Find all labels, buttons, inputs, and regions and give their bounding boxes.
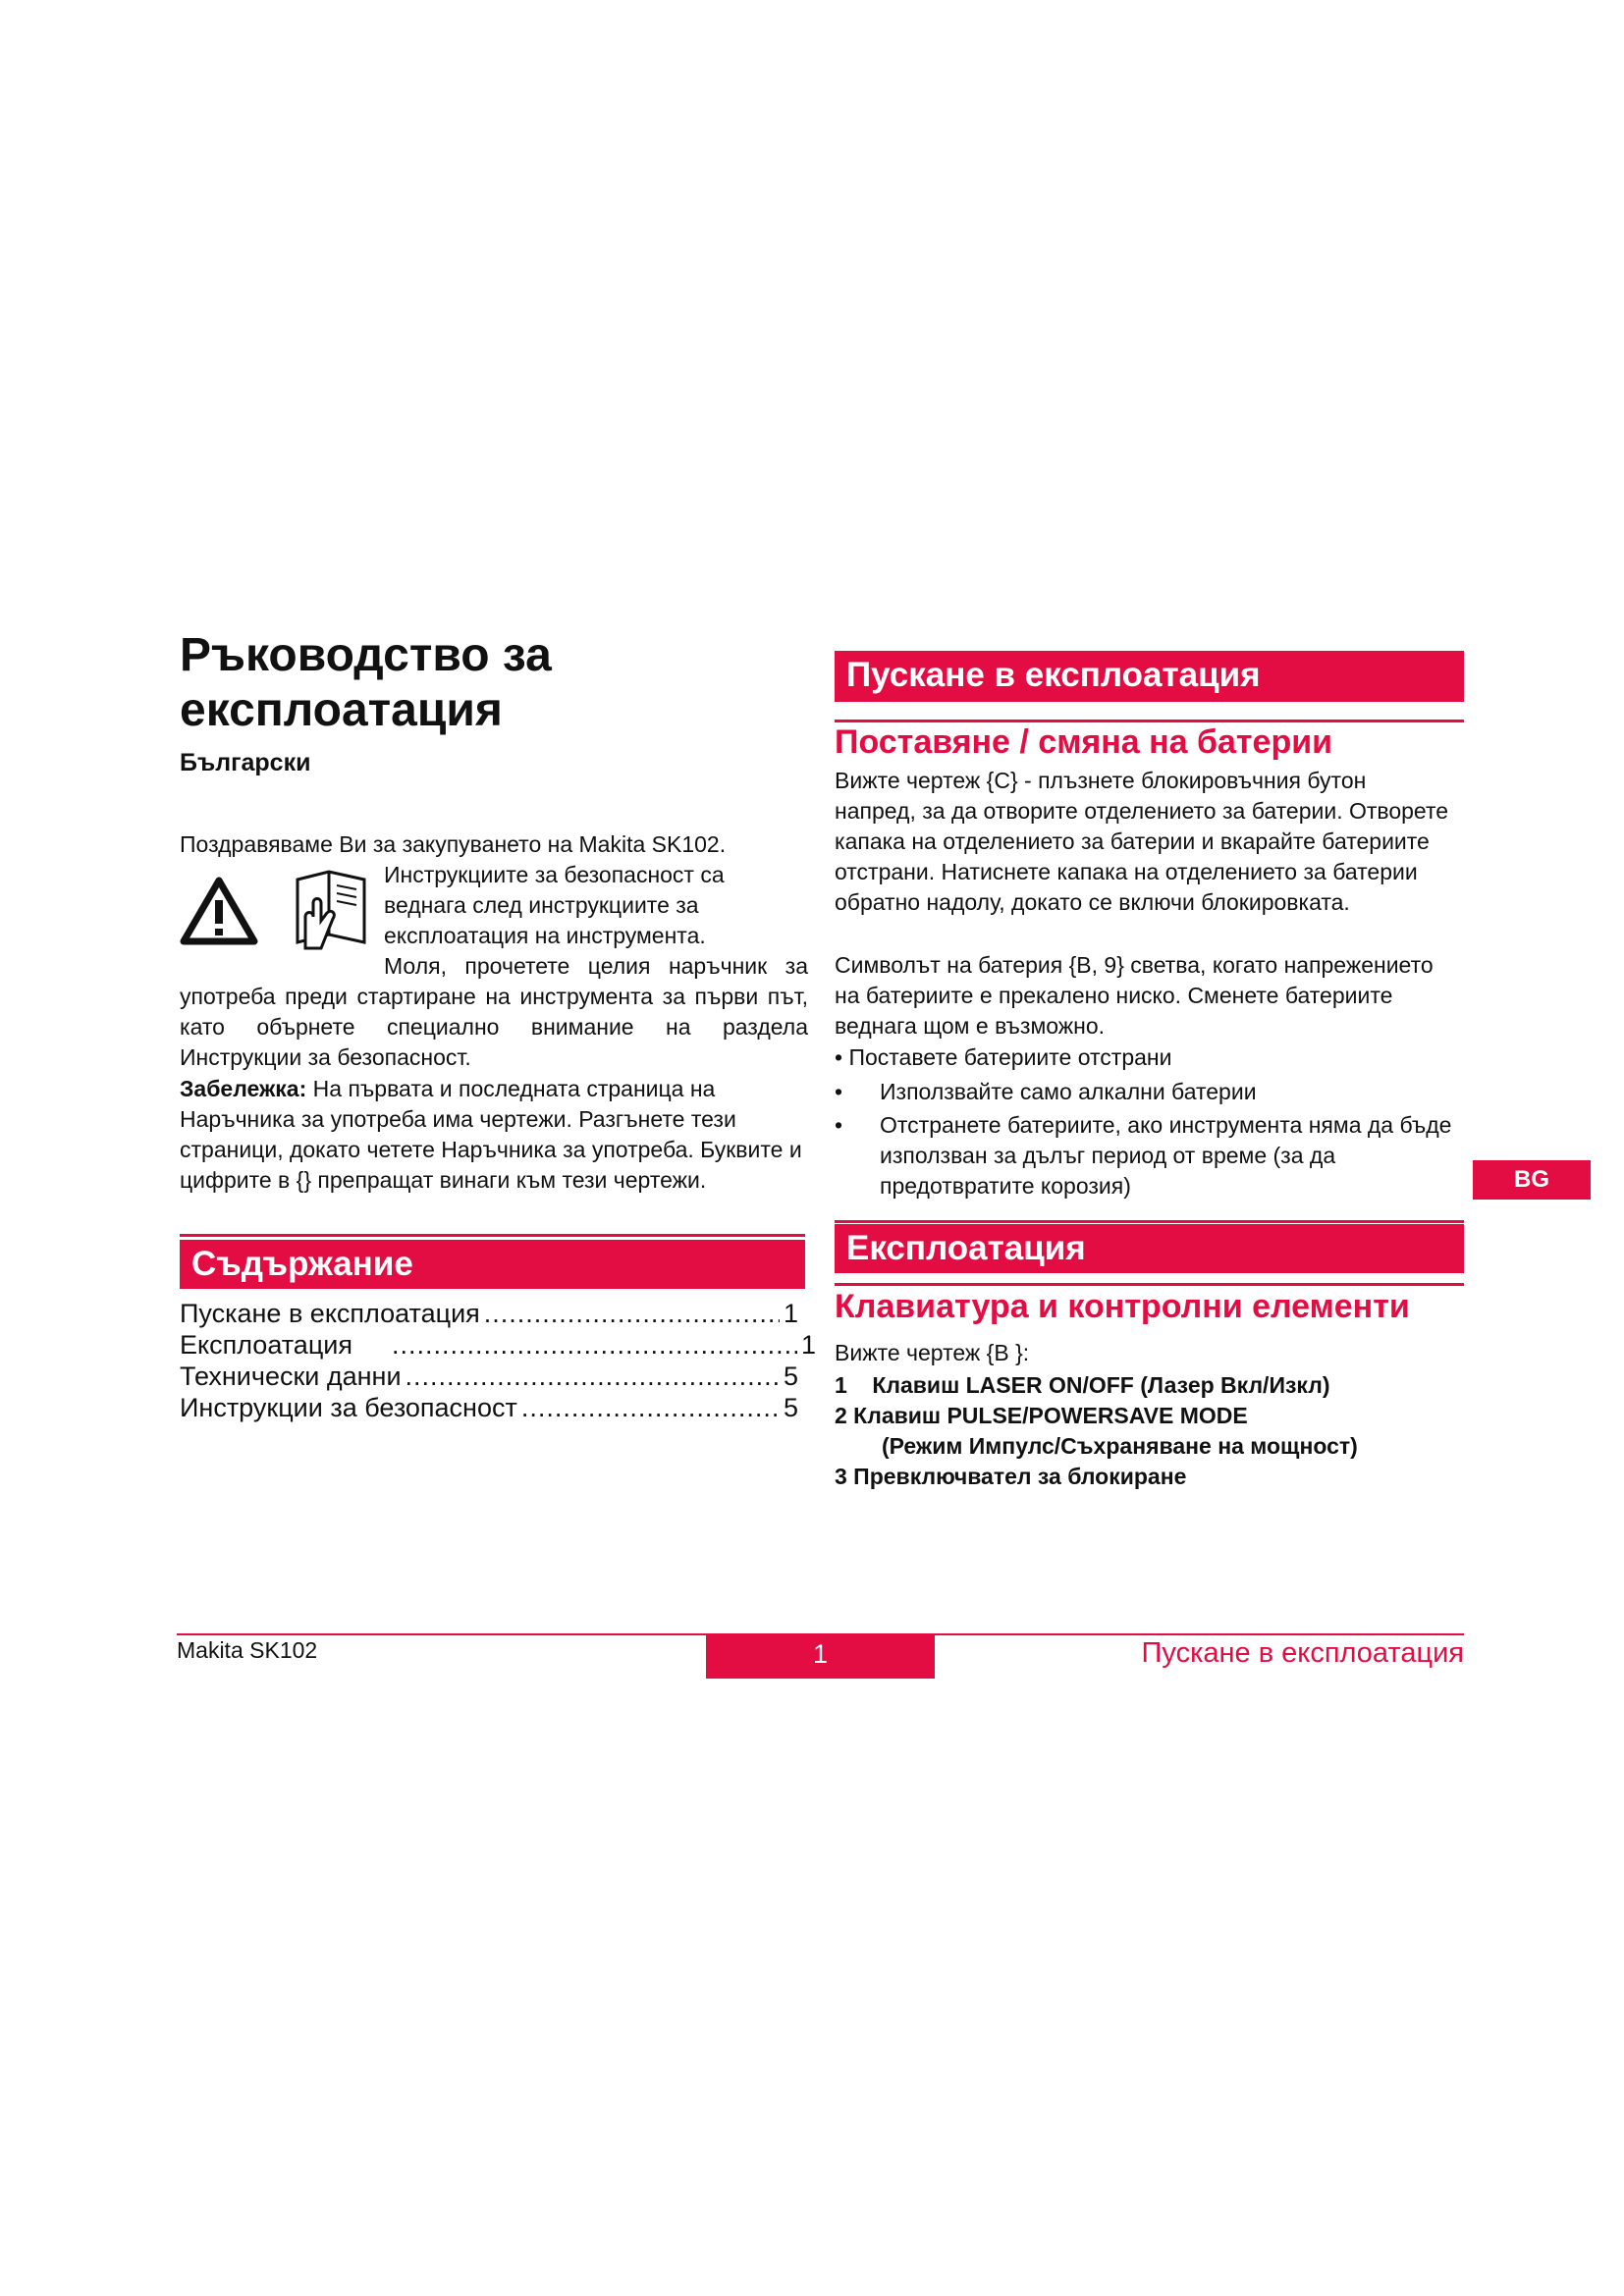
bullet-main: • Поставете батериите отстрани — [835, 1044, 1172, 1070]
divider — [835, 720, 1464, 722]
battery-instructions: Вижте чертеж {C} - плъзнете блокировъчния бутон напред, за да отворите отделението за батерии. Отворете капака на отделението за батерии и вкарайте батериите отстрани. Натиснете капака на отделението за батерии обратно надолу, докато се включи блокировката. — [835, 768, 1449, 915]
subheading-keyboard: Клавиатура и контролни елементи — [835, 1288, 1410, 1325]
list-item: • Отстранете батериите, ако инструмента няма да бъде използван за дълъг период от време (за да предотвратите корозия) — [835, 1112, 1452, 1199]
note-text — [180, 1074, 808, 1196]
list-item: 3 Превключвател за блокиране — [835, 1464, 1187, 1489]
language-label: Български — [180, 749, 311, 776]
list-item: • Използвайте само алкални батерии — [835, 1079, 1257, 1104]
section-heading-startup: Пускане в експлоатация — [835, 651, 1464, 702]
warning-triangle-icon — [180, 877, 258, 945]
see-drawing-text: Вижте чертеж {B }: — [835, 1340, 1030, 1365]
controls-list — [835, 1370, 1463, 1492]
page-number: 1 — [706, 1635, 935, 1679]
language-tab[interactable]: BG — [1473, 1160, 1591, 1200]
toc-item[interactable]: Технически данни ..... 5 — [180, 1361, 798, 1392]
list-item: (Режим Импулс/Съхраняване на мощност) — [882, 1433, 1358, 1459]
intro-text: Моля, прочетете целия наръчник за употреба преди стартиране на инструмента за първи път, като обърнете специално внимание на раздела Инструкции за безопасност. — [180, 953, 808, 1070]
toc-item[interactable]: Пускане в експлоатация ..... 1 — [180, 1298, 798, 1329]
bullet-list — [835, 1077, 1453, 1201]
note-body: На първата и последната страница на Наръчника за употреба има чертежи. Разгънете тези страници, докато четете Наръчника за употреба. Буквите и цифрите в {} препращат винаги към тези чертежи. — [180, 1076, 802, 1193]
section-heading-operation: Експлоатация — [835, 1224, 1464, 1273]
note-label: Забележка: — [180, 1076, 307, 1101]
divider — [180, 1234, 805, 1237]
divider — [835, 1283, 1464, 1286]
divider — [835, 1220, 1464, 1223]
page-title: Ръководство за експлоатация — [180, 629, 552, 736]
table-of-contents — [180, 1298, 816, 1423]
footer-section-title: Пускане в експлоатация — [1141, 1637, 1464, 1669]
read-manual-icon — [292, 864, 370, 950]
list-item: 2 Клавиш PULSE/POWERSAVE MODE — [835, 1403, 1248, 1428]
battery-symbol-text: Символът на батерия {B, 9} светва, когато напрежението на батериите е прекалено ниско. Сменете батериите веднага щом е възможно. — [835, 952, 1434, 1039]
greeting-text: Поздравяваме Ви за закупуването на Makita SK102. — [180, 831, 727, 857]
subheading-batteries: Поставяне / смяна на батерии — [835, 723, 1333, 761]
toc-item[interactable]: Експлоатация ..... 1 — [180, 1329, 816, 1361]
toc-heading: Съдържание — [180, 1240, 805, 1289]
intro-text-wrapped: Инструкциите за безопасност са веднага след инструкциите за експлоатация на инструмента. — [384, 862, 725, 948]
list-item: 1 Клавиш LASER ON/OFF (Лазер Вкл/Изкл) — [835, 1372, 1330, 1398]
footer-product: Makita SK102 — [177, 1637, 318, 1663]
toc-item[interactable]: Инструкции за безопасност ..... 5 — [180, 1392, 798, 1423]
